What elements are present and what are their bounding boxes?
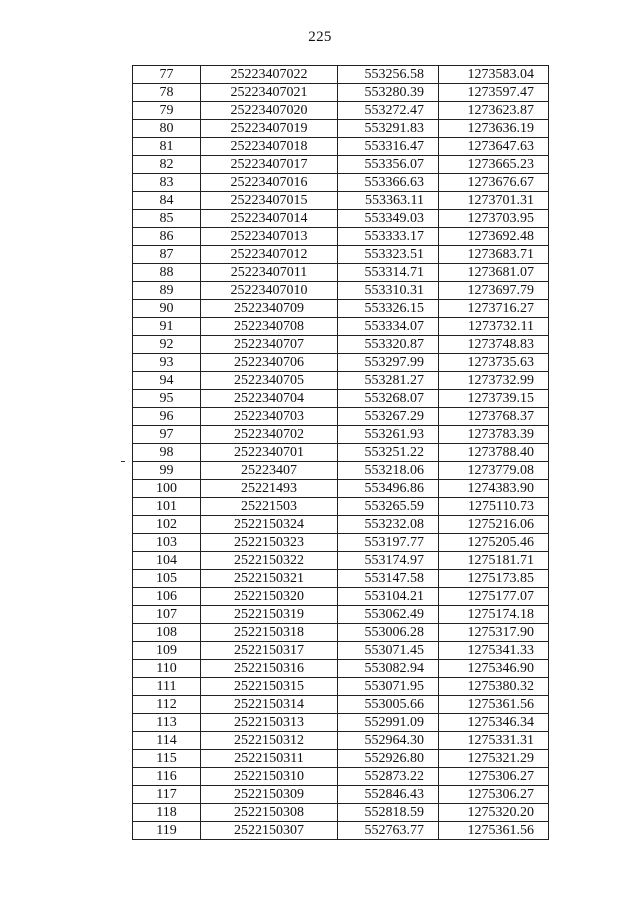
row-number-cell: 82: [133, 156, 201, 174]
row-number-cell: 88: [133, 264, 201, 282]
table-row: [133, 336, 549, 354]
point-id-cell: 2522150323: [201, 534, 338, 552]
y-coordinate-cell: 1274383.90: [439, 480, 549, 498]
x-coordinate-cell: 553366.63: [338, 174, 439, 192]
point-id-cell: 25223407018: [201, 138, 338, 156]
y-coordinate-cell: 1273692.48: [439, 228, 549, 246]
x-coordinate-cell: 553349.03: [338, 210, 439, 228]
y-coordinate-cell: 1273783.39: [439, 426, 549, 444]
point-id-cell: 25223407021: [201, 84, 338, 102]
y-coordinate-cell: 1273768.37: [439, 408, 549, 426]
table-row: [133, 282, 549, 300]
y-coordinate-cell: 1275331.31: [439, 732, 549, 750]
y-coordinate-cell: 1275205.46: [439, 534, 549, 552]
point-id-cell: 25223407012: [201, 246, 338, 264]
row-number-cell: 86: [133, 228, 201, 246]
x-coordinate-cell: 553082.94: [338, 660, 439, 678]
row-number-cell: 98: [133, 444, 201, 462]
x-coordinate-cell: 553104.21: [338, 588, 439, 606]
table-row: [133, 588, 549, 606]
x-coordinate-cell: 553363.11: [338, 192, 439, 210]
table-row: [133, 372, 549, 390]
y-coordinate-cell: 1275306.27: [439, 786, 549, 804]
row-number-cell: 78: [133, 84, 201, 102]
x-coordinate-cell: 553281.27: [338, 372, 439, 390]
x-coordinate-cell: 553316.47: [338, 138, 439, 156]
point-id-cell: 2522150310: [201, 768, 338, 786]
row-number-cell: 77: [133, 66, 201, 84]
row-number-cell: 100: [133, 480, 201, 498]
table-row: [133, 768, 549, 786]
table-row: [133, 480, 549, 498]
x-coordinate-cell: 553496.86: [338, 480, 439, 498]
y-coordinate-cell: 1275361.56: [439, 822, 549, 840]
x-coordinate-cell: 552873.22: [338, 768, 439, 786]
y-coordinate-cell: 1275361.56: [439, 696, 549, 714]
x-coordinate-cell: 553280.39: [338, 84, 439, 102]
point-id-cell: 2522340706: [201, 354, 338, 372]
x-coordinate-cell: 553005.66: [338, 696, 439, 714]
x-coordinate-cell: 552818.59: [338, 804, 439, 822]
x-coordinate-cell: 553197.77: [338, 534, 439, 552]
y-coordinate-cell: 1273735.63: [439, 354, 549, 372]
point-id-cell: 25223407013: [201, 228, 338, 246]
coordinates-table: [132, 65, 549, 840]
y-coordinate-cell: 1273697.79: [439, 282, 549, 300]
row-number-cell: 97: [133, 426, 201, 444]
y-coordinate-cell: 1273739.15: [439, 390, 549, 408]
point-id-cell: 2522150311: [201, 750, 338, 768]
point-id-cell: 2522150308: [201, 804, 338, 822]
row-number-cell: 101: [133, 498, 201, 516]
point-id-cell: 25223407015: [201, 192, 338, 210]
point-id-cell: 2522340702: [201, 426, 338, 444]
x-coordinate-cell: 553147.58: [338, 570, 439, 588]
table-row: [133, 354, 549, 372]
table-row: [133, 174, 549, 192]
row-number-cell: 117: [133, 786, 201, 804]
x-coordinate-cell: 553333.17: [338, 228, 439, 246]
point-id-cell: 25221493: [201, 480, 338, 498]
row-number-cell: 85: [133, 210, 201, 228]
x-coordinate-cell: 552763.77: [338, 822, 439, 840]
x-coordinate-cell: 552846.43: [338, 786, 439, 804]
table-row: [133, 264, 549, 282]
table-row: [133, 228, 549, 246]
point-id-cell: 25223407022: [201, 66, 338, 84]
y-coordinate-cell: 1273683.71: [439, 246, 549, 264]
table-row: [133, 750, 549, 768]
point-id-cell: 2522150319: [201, 606, 338, 624]
x-coordinate-cell: 553272.47: [338, 102, 439, 120]
table-row: [133, 138, 549, 156]
table-row: [133, 444, 549, 462]
row-number-cell: 113: [133, 714, 201, 732]
point-id-cell: 2522340703: [201, 408, 338, 426]
row-number-cell: 110: [133, 660, 201, 678]
x-coordinate-cell: 553323.51: [338, 246, 439, 264]
coordinates-table-body: [133, 66, 549, 840]
point-id-cell: 2522340705: [201, 372, 338, 390]
point-id-cell: 2522150307: [201, 822, 338, 840]
table-row: [133, 516, 549, 534]
row-number-cell: 111: [133, 678, 201, 696]
x-coordinate-cell: 553297.99: [338, 354, 439, 372]
x-coordinate-cell: 553356.07: [338, 156, 439, 174]
table-row: [133, 624, 549, 642]
point-id-cell: 2522340701: [201, 444, 338, 462]
row-number-cell: 115: [133, 750, 201, 768]
row-number-cell: 107: [133, 606, 201, 624]
table-row: [133, 552, 549, 570]
row-number-cell: 89: [133, 282, 201, 300]
row-number-cell: 106: [133, 588, 201, 606]
y-coordinate-cell: 1275380.32: [439, 678, 549, 696]
x-coordinate-cell: 552964.30: [338, 732, 439, 750]
y-coordinate-cell: 1275321.29: [439, 750, 549, 768]
row-number-cell: 109: [133, 642, 201, 660]
y-coordinate-cell: 1275346.34: [439, 714, 549, 732]
y-coordinate-cell: 1275110.73: [439, 498, 549, 516]
table-row: [133, 822, 549, 840]
table-row: [133, 714, 549, 732]
y-coordinate-cell: 1273703.95: [439, 210, 549, 228]
x-coordinate-cell: 552991.09: [338, 714, 439, 732]
table-row: [133, 300, 549, 318]
y-coordinate-cell: 1275177.07: [439, 588, 549, 606]
point-id-cell: 25223407014: [201, 210, 338, 228]
y-coordinate-cell: 1275341.33: [439, 642, 549, 660]
row-number-cell: 83: [133, 174, 201, 192]
row-number-cell: 91: [133, 318, 201, 336]
table-row: [133, 642, 549, 660]
point-id-cell: 2522150309: [201, 786, 338, 804]
point-id-cell: 2522150315: [201, 678, 338, 696]
x-coordinate-cell: 553218.06: [338, 462, 439, 480]
point-id-cell: 2522340709: [201, 300, 338, 318]
point-id-cell: 2522150316: [201, 660, 338, 678]
y-coordinate-cell: 1275181.71: [439, 552, 549, 570]
y-coordinate-cell: 1273732.11: [439, 318, 549, 336]
table-row: [133, 606, 549, 624]
y-coordinate-cell: 1273748.83: [439, 336, 549, 354]
row-number-cell: 95: [133, 390, 201, 408]
row-number-cell: 108: [133, 624, 201, 642]
point-id-cell: 25223407020: [201, 102, 338, 120]
point-id-cell: 25223407019: [201, 120, 338, 138]
y-coordinate-cell: 1273623.87: [439, 102, 549, 120]
y-coordinate-cell: 1273732.99: [439, 372, 549, 390]
table-row: [133, 66, 549, 84]
x-coordinate-cell: 553310.31: [338, 282, 439, 300]
row-number-cell: 81: [133, 138, 201, 156]
table-row: [133, 660, 549, 678]
table-row: [133, 696, 549, 714]
point-id-cell: 2522150313: [201, 714, 338, 732]
x-coordinate-cell: 553268.07: [338, 390, 439, 408]
row-number-cell: 87: [133, 246, 201, 264]
row-number-cell: 92: [133, 336, 201, 354]
y-coordinate-cell: 1273676.67: [439, 174, 549, 192]
row-number-cell: 94: [133, 372, 201, 390]
x-coordinate-cell: 553334.07: [338, 318, 439, 336]
table-row: [133, 390, 549, 408]
point-id-cell: 25223407016: [201, 174, 338, 192]
y-coordinate-cell: 1273636.19: [439, 120, 549, 138]
row-number-cell: 90: [133, 300, 201, 318]
table-row: [133, 498, 549, 516]
row-number-cell: 105: [133, 570, 201, 588]
row-number-cell: 114: [133, 732, 201, 750]
table-row: [133, 120, 549, 138]
point-id-cell: 25223407017: [201, 156, 338, 174]
y-coordinate-cell: 1275317.90: [439, 624, 549, 642]
row-number-cell: 118: [133, 804, 201, 822]
x-coordinate-cell: 553251.22: [338, 444, 439, 462]
x-coordinate-cell: 553174.97: [338, 552, 439, 570]
row-number-cell: 96: [133, 408, 201, 426]
point-id-cell: 2522150312: [201, 732, 338, 750]
y-coordinate-cell: 1275216.06: [439, 516, 549, 534]
page-number: 225: [308, 29, 332, 45]
point-id-cell: 2522340707: [201, 336, 338, 354]
y-coordinate-cell: 1275174.18: [439, 606, 549, 624]
x-coordinate-cell: 553261.93: [338, 426, 439, 444]
point-id-cell: 2522150320: [201, 588, 338, 606]
table-row: [133, 102, 549, 120]
x-coordinate-cell: 553320.87: [338, 336, 439, 354]
point-id-cell: 2522340708: [201, 318, 338, 336]
row-number-cell: 103: [133, 534, 201, 552]
y-coordinate-cell: 1273583.04: [439, 66, 549, 84]
table-row: [133, 192, 549, 210]
table-row: [133, 246, 549, 264]
point-id-cell: 2522150317: [201, 642, 338, 660]
x-coordinate-cell: 553291.83: [338, 120, 439, 138]
y-coordinate-cell: 1273597.47: [439, 84, 549, 102]
point-id-cell: 2522150324: [201, 516, 338, 534]
x-coordinate-cell: 553071.95: [338, 678, 439, 696]
row-number-cell: 99: [133, 462, 201, 480]
point-id-cell: 25223407: [201, 462, 338, 480]
y-coordinate-cell: 1275346.90: [439, 660, 549, 678]
x-coordinate-cell: 553326.15: [338, 300, 439, 318]
y-coordinate-cell: 1273681.07: [439, 264, 549, 282]
point-id-cell: 2522150318: [201, 624, 338, 642]
point-id-cell: 25223407010: [201, 282, 338, 300]
table-row: [133, 408, 549, 426]
x-coordinate-cell: 553267.29: [338, 408, 439, 426]
row-number-cell: 79: [133, 102, 201, 120]
table-row: [133, 804, 549, 822]
x-coordinate-cell: 553256.58: [338, 66, 439, 84]
table-row: [133, 570, 549, 588]
y-coordinate-cell: 1273788.40: [439, 444, 549, 462]
y-coordinate-cell: 1273647.63: [439, 138, 549, 156]
x-coordinate-cell: 553062.49: [338, 606, 439, 624]
x-coordinate-cell: 553006.28: [338, 624, 439, 642]
y-coordinate-cell: 1275173.85: [439, 570, 549, 588]
table-row: [133, 84, 549, 102]
table-row: [133, 462, 549, 480]
y-coordinate-cell: 1273779.08: [439, 462, 549, 480]
point-id-cell: 25221503: [201, 498, 338, 516]
y-coordinate-cell: 1273716.27: [439, 300, 549, 318]
table-row: [133, 678, 549, 696]
table-row: [133, 210, 549, 228]
table-row: [133, 732, 549, 750]
table-row: [133, 786, 549, 804]
y-coordinate-cell: 1273665.23: [439, 156, 549, 174]
x-coordinate-cell: 552926.80: [338, 750, 439, 768]
row-number-cell: 102: [133, 516, 201, 534]
table-row: [133, 156, 549, 174]
point-id-cell: 2522150314: [201, 696, 338, 714]
row-number-cell: 119: [133, 822, 201, 840]
x-coordinate-cell: 553314.71: [338, 264, 439, 282]
row-number-cell: 116: [133, 768, 201, 786]
x-coordinate-cell: 553265.59: [338, 498, 439, 516]
row-number-cell: 112: [133, 696, 201, 714]
y-coordinate-cell: 1275306.27: [439, 768, 549, 786]
table-row: [133, 318, 549, 336]
point-id-cell: 25223407011: [201, 264, 338, 282]
row-number-cell: 80: [133, 120, 201, 138]
row-number-cell: 104: [133, 552, 201, 570]
point-id-cell: 2522150321: [201, 570, 338, 588]
point-id-cell: 2522150322: [201, 552, 338, 570]
x-coordinate-cell: 553071.45: [338, 642, 439, 660]
table-row: [133, 534, 549, 552]
point-id-cell: 2522340704: [201, 390, 338, 408]
table-row: [133, 426, 549, 444]
row-number-cell: 84: [133, 192, 201, 210]
y-coordinate-cell: 1275320.20: [439, 804, 549, 822]
row-number-cell: 93: [133, 354, 201, 372]
scan-mark: [121, 461, 125, 462]
x-coordinate-cell: 553232.08: [338, 516, 439, 534]
y-coordinate-cell: 1273701.31: [439, 192, 549, 210]
